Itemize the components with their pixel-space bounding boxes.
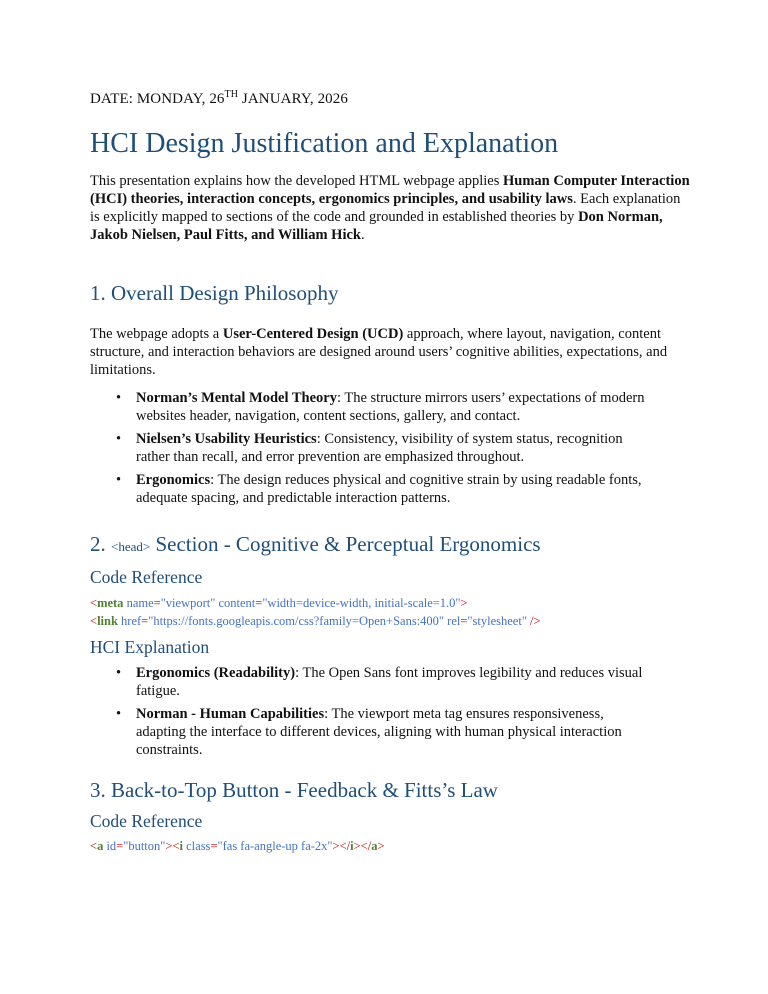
section-3-code-reference-heading: Code Reference xyxy=(90,811,203,831)
code-tag: link xyxy=(97,614,118,628)
section-2-hci-heading: HCI Explanation xyxy=(90,637,210,657)
code-tag: i xyxy=(350,839,354,853)
code-attr: content xyxy=(215,596,256,610)
code-punct: = xyxy=(210,839,218,853)
code-tag: meta xyxy=(97,596,124,610)
section-1-heading: 1. Overall Design Philosophy xyxy=(90,281,339,305)
code-value: "stylesheet" xyxy=(467,614,527,628)
list-item-bold: Nielsen’s Usability Heuristics xyxy=(136,431,317,447)
code-punct: /> xyxy=(526,614,541,628)
code-tag: i xyxy=(179,839,183,853)
section-2-heading xyxy=(90,532,541,557)
list-item xyxy=(90,664,650,700)
intro-text-2: . Each explanation is explicitly mapped to sections of the code and grounded in established theories by xyxy=(90,191,681,225)
code-punct: < xyxy=(90,596,98,610)
s1-text-a: The webpage adopts a xyxy=(90,326,223,342)
code-attr: class xyxy=(183,839,211,853)
code-punct: > xyxy=(377,839,385,853)
code-punct: = xyxy=(153,596,161,610)
intro-text-3: . xyxy=(360,227,365,243)
code-punct: > xyxy=(332,839,340,853)
code-value: "width=device-width, initial-scale=1.0" xyxy=(262,596,461,610)
list-item-bold: Norman - Human Capabilities xyxy=(136,706,325,722)
code-punct: < xyxy=(90,614,98,628)
section-2-list xyxy=(90,664,650,764)
list-item-text: : The structure mirrors users’ expectations of modern websites header, navigation, content sections, gallery, and contact. xyxy=(136,390,645,424)
code-punct: < xyxy=(172,839,180,853)
date-line xyxy=(90,91,348,108)
code-punct: = xyxy=(460,614,468,628)
bullet-icon: • xyxy=(116,706,122,722)
intro-text-1: This presentation explains how the developed HTML webpage applies xyxy=(90,173,504,189)
code-punct: > xyxy=(460,596,468,610)
intro-bold-1: Human Computer Interaction (HCI) theories, interaction concepts, ergonomics principles, and usability laws xyxy=(90,173,690,207)
page-title: HCI Design Justification and Explanation xyxy=(90,128,559,159)
s2-number: 2. xyxy=(90,532,111,556)
list-item-text: : The Open Sans font improves legibility and reduces visual fatigue. xyxy=(136,665,643,699)
date-rest: JANUARY, 2026 xyxy=(238,91,348,107)
code-line-link xyxy=(90,613,541,629)
list-item-text: : The viewport meta tag ensures responsiveness, adapting the interface to different devices, aligning with human physical interaction constraints. xyxy=(136,706,622,758)
code-punct: </ xyxy=(339,839,351,853)
code-attr: href xyxy=(117,614,142,628)
section-1-list xyxy=(90,389,650,512)
code-tag: a xyxy=(371,839,378,853)
list-item-text: : Consistency, visibility of system status, recognition rather than recall, and error prevention are emphasized throughout. xyxy=(136,431,623,465)
code-punct: < xyxy=(90,839,98,853)
section-1-paragraph xyxy=(90,325,690,379)
s1-text-c: approach, where layout, navigation, content structure, and interaction behaviors are designed around users’ cognitive abilities, expectations, and limitations. xyxy=(90,326,668,378)
list-item xyxy=(90,471,650,507)
code-value: "button" xyxy=(123,839,166,853)
code-value: "https://fonts.googleapis.com/css?family=Open+Sans:400" xyxy=(148,614,445,628)
code-punct: = xyxy=(141,614,149,628)
code-line-button xyxy=(90,838,385,854)
code-line-meta xyxy=(90,595,468,611)
s2-title: Section - Cognitive & Perceptual Ergonomics xyxy=(150,532,541,556)
list-item-bold: Norman’s Mental Model Theory xyxy=(136,390,337,406)
intro-bold-2: Don Norman, Jakob Nielsen, Paul Fitts, and William Hick xyxy=(90,209,663,243)
list-item-bold: Ergonomics (Readability) xyxy=(136,665,296,681)
code-punct: > xyxy=(165,839,173,853)
list-item-text: : The design reduces physical and cognitive strain by using readable fonts, adequate spacing, and predictable interaction patterns. xyxy=(136,472,642,506)
code-punct: = xyxy=(116,839,124,853)
bullet-icon: • xyxy=(116,431,122,447)
date-main: DATE: MONDAY, 26 xyxy=(90,91,225,107)
list-item xyxy=(90,705,650,759)
code-attr: name xyxy=(123,596,154,610)
section-3-heading: 3. Back-to-Top Button - Feedback & Fitts’s Law xyxy=(90,778,498,802)
list-item xyxy=(90,430,650,466)
bullet-icon: • xyxy=(116,665,122,681)
list-item-bold: Ergonomics xyxy=(136,472,211,488)
bullet-icon: • xyxy=(116,472,122,488)
intro-paragraph xyxy=(90,172,690,244)
bullet-icon: • xyxy=(116,390,122,406)
code-punct: = xyxy=(255,596,263,610)
date-ordinal: TH xyxy=(224,89,239,100)
list-item xyxy=(90,389,650,425)
code-tag: a xyxy=(97,839,104,853)
s2-head-tag: <head> xyxy=(111,539,151,554)
code-value: "viewport" xyxy=(160,596,216,610)
code-punct: </ xyxy=(360,839,372,853)
code-value: "fas fa-angle-up fa-2x" xyxy=(217,839,333,853)
s1-bold: User-Centered Design (UCD) xyxy=(222,326,404,342)
code-attr: id xyxy=(103,839,117,853)
code-attr: rel xyxy=(444,614,461,628)
section-2-code-reference-heading: Code Reference xyxy=(90,567,203,587)
code-punct: > xyxy=(353,839,361,853)
